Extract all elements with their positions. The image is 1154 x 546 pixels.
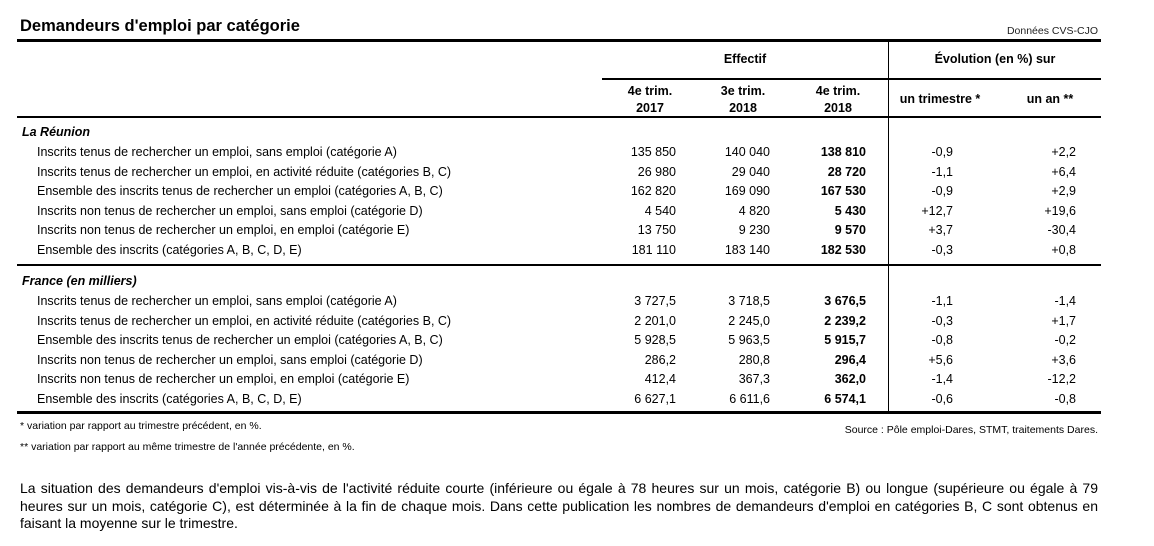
table-title: Demandeurs d'emploi par catégorie — [20, 17, 300, 35]
evolution-trimestre: -0,9 — [931, 145, 953, 159]
table-row — [0, 184, 1154, 204]
evolution-trimestre: -0,6 — [931, 391, 953, 406]
value-t4-2017: 4 540 — [644, 203, 676, 218]
value-t4-2017: 26 980 — [637, 164, 676, 179]
value-t4-2017: 181 110 — [631, 242, 676, 257]
footnote-trimestre: * variation par rapport au trimestre précédent, en %. — [20, 420, 262, 432]
header-col-an: un an ** — [1026, 92, 1074, 106]
evolution-trimestre: -1,1 — [931, 164, 953, 179]
value-t4-2017: 5 928,5 — [634, 333, 676, 347]
evolution-an: +0,8 — [1051, 242, 1076, 257]
evolution-an: +3,6 — [1051, 352, 1076, 367]
section-separator-rule — [17, 264, 1101, 266]
evolution-an: -30,4 — [1047, 223, 1076, 237]
evolution-trimestre: -0,3 — [931, 313, 953, 328]
header-col-t3-2018: 3e trim. 2018 — [720, 84, 766, 115]
table-row — [0, 165, 1154, 185]
footnote-an: ** variation par rapport au même trimestre de l'année précédente, en %. — [20, 441, 355, 453]
value-t4-2018: 9 570 — [834, 223, 866, 237]
row-label: Ensemble des inscrits tenus de rechercher un emploi (catégories A, B, C) — [37, 184, 443, 198]
row-label: Inscrits tenus de rechercher un emploi, sans emploi (catégorie A) — [37, 294, 397, 308]
value-t3-2018: 140 040 — [724, 145, 770, 159]
evolution-an: -0,8 — [1054, 391, 1076, 406]
value-t4-2017: 286,2 — [644, 352, 676, 367]
row-label: Ensemble des inscrits (catégories A, B, C, D, E) — [37, 242, 302, 257]
value-t4-2018: 2 239,2 — [824, 313, 866, 328]
header-evolution: Évolution (en %) sur — [934, 52, 1056, 66]
title-rule — [17, 39, 1101, 42]
value-t4-2017: 135 850 — [630, 145, 676, 159]
row-label: Inscrits tenus de rechercher un emploi, sans emploi (catégorie A) — [37, 145, 397, 159]
data-note: Données CVS-CJO — [1006, 25, 1098, 37]
row-label: Inscrits non tenus de rechercher un emploi, sans emploi (catégorie D) — [37, 203, 423, 218]
table-row — [0, 243, 1154, 263]
section-title-reunion: La Réunion — [22, 125, 91, 139]
evolution-trimestre: -1,4 — [931, 372, 953, 386]
evolution-an: +2,2 — [1051, 145, 1076, 159]
evolution-trimestre: +5,6 — [928, 352, 953, 367]
value-t4-2018: 138 810 — [820, 145, 866, 159]
evolution-an: +1,7 — [1051, 313, 1076, 328]
value-t4-2017: 162 820 — [630, 184, 676, 198]
table-row — [0, 392, 1154, 412]
header-col-trimestre: un trimestre * — [899, 92, 981, 106]
table-row — [0, 314, 1154, 334]
value-t4-2017: 6 627,1 — [634, 391, 676, 406]
value-t4-2017: 412,4 — [644, 372, 676, 386]
value-t3-2018: 3 718,5 — [728, 294, 770, 308]
table-row — [0, 372, 1154, 392]
table-row — [0, 333, 1154, 353]
evolution-an: +19,6 — [1044, 203, 1076, 218]
value-t4-2017: 2 201,0 — [634, 313, 676, 328]
evolution-trimestre: +3,7 — [928, 223, 953, 237]
evolution-trimestre: -0,8 — [931, 333, 953, 347]
table-bottom-rule — [17, 411, 1101, 414]
value-t4-2018: 362,0 — [834, 372, 866, 386]
value-t4-2018: 182 530 — [820, 242, 866, 257]
evolution-an: -0,2 — [1054, 333, 1076, 347]
evolution-an: +6,4 — [1051, 164, 1076, 179]
table-row — [0, 204, 1154, 224]
header-col-t4-2018: 4e trim. 2018 — [815, 84, 861, 115]
value-t4-2018: 3 676,5 — [824, 294, 866, 308]
value-t3-2018: 9 230 — [738, 223, 770, 237]
value-t4-2018: 28 720 — [827, 164, 866, 179]
header-bottom-rule — [17, 116, 1101, 118]
value-t3-2018: 29 040 — [731, 164, 770, 179]
table-row — [0, 145, 1154, 165]
header-col-t4-2017: 4e trim. 2017 — [627, 84, 673, 115]
evolution-trimestre: -0,3 — [931, 242, 953, 257]
row-label: Inscrits tenus de rechercher un emploi, en activité réduite (catégories B, C) — [37, 164, 452, 179]
value-t3-2018: 4 820 — [738, 203, 770, 218]
table-row — [0, 353, 1154, 373]
value-t4-2018: 167 530 — [820, 184, 866, 198]
value-t3-2018: 2 245,0 — [728, 313, 770, 328]
row-label: Inscrits non tenus de rechercher un emploi, en emploi (catégorie E) — [37, 372, 410, 386]
value-t3-2018: 183 140 — [724, 242, 770, 257]
row-label: Inscrits tenus de rechercher un emploi, en activité réduite (catégories B, C) — [37, 313, 452, 328]
value-t4-2018: 5 915,7 — [824, 333, 866, 347]
explanatory-paragraph: La situation des demandeurs d'emploi vis-à-vis de l'activité réduite courte (inférieure ou égale à 78 heures sur un mois, catégorie B) ou longue (supérieure ou égale à 79 heures sur un mois, catégorie C), est déterminée à la fin de chaque mois. Dans cette publication les nombres de demandeurs d'emploi en catégories B, C sont obtenus en faisant la moyenne sur le trimestre. — [20, 480, 1098, 531]
value-t3-2018: 6 611,6 — [729, 391, 770, 406]
value-t3-2018: 280,8 — [738, 352, 770, 367]
section-title-france: France (en milliers) — [22, 274, 137, 288]
value-t4-2017: 13 750 — [637, 223, 676, 237]
evolution-trimestre: -0,9 — [931, 184, 953, 198]
evolution-an: +2,9 — [1051, 184, 1076, 198]
row-label: Ensemble des inscrits (catégories A, B, C, D, E) — [37, 391, 302, 406]
source-note: Source : Pôle emploi-Dares, STMT, traitements Dares. — [844, 424, 1098, 436]
value-t3-2018: 367,3 — [738, 372, 770, 386]
evolution-trimestre: +12,7 — [921, 203, 953, 218]
row-label: Ensemble des inscrits tenus de rechercher un emploi (catégories A, B, C) — [37, 333, 443, 347]
value-t3-2018: 5 963,5 — [728, 333, 770, 347]
table-row — [0, 294, 1154, 314]
row-label: Inscrits non tenus de rechercher un emploi, sans emploi (catégorie D) — [37, 352, 423, 367]
effectif-subheader-rule — [602, 78, 1101, 80]
value-t4-2018: 5 430 — [834, 203, 866, 218]
table-row — [0, 223, 1154, 243]
evolution-an: -12,2 — [1047, 372, 1076, 386]
evolution-an: -1,4 — [1054, 294, 1076, 308]
row-label: Inscrits non tenus de rechercher un emploi, en emploi (catégorie E) — [37, 223, 410, 237]
value-t3-2018: 169 090 — [724, 184, 770, 198]
evolution-trimestre: -1,1 — [931, 294, 953, 308]
value-t4-2018: 6 574,1 — [824, 391, 866, 406]
value-t4-2018: 296,4 — [834, 352, 866, 367]
value-t4-2017: 3 727,5 — [634, 294, 676, 308]
header-effectif: Effectif — [723, 52, 767, 66]
